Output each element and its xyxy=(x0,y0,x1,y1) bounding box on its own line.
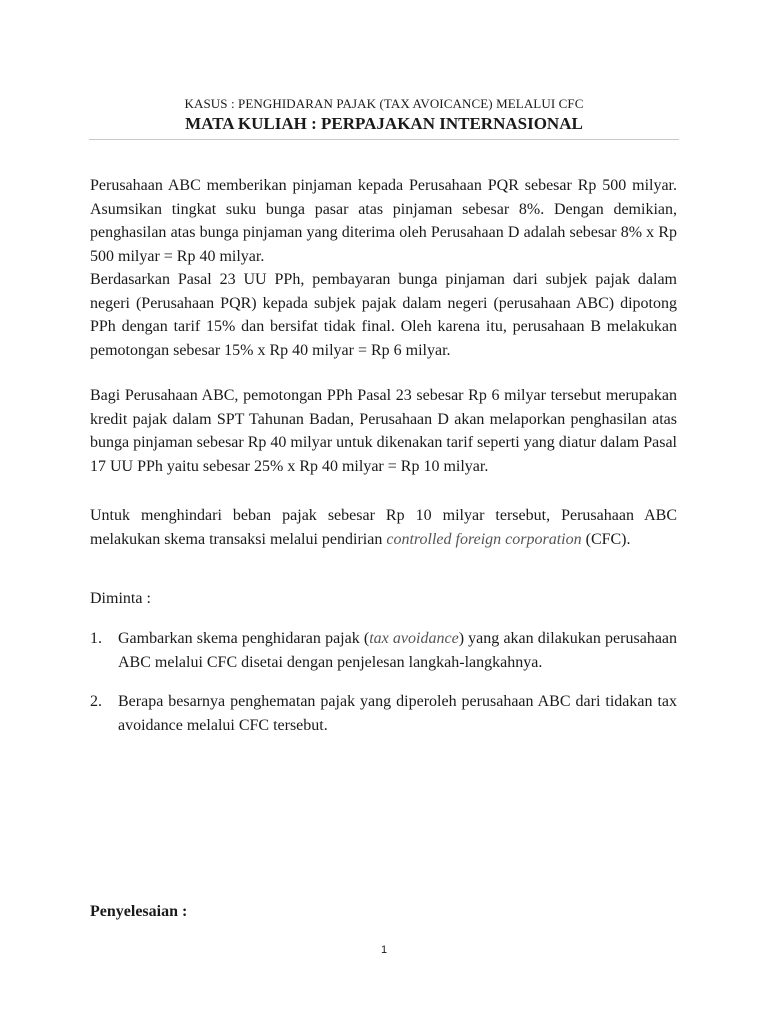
question-text xyxy=(118,627,677,674)
paragraph-cfc-scheme xyxy=(90,504,677,551)
paragraph-tax-credit: Bagi Perusahaan ABC, pemotongan PPh Pasal 23 sebesar Rp 6 milyar tersebut merupakan kredit pajak dalam SPT Tahunan Badan, Perusahaan D akan melaporkan penghasilan atas bunga pinjaman sebesar Rp 40 milyar untuk dikenakan tarif seperti yang diatur dalam Pasal 17 UU PPh yaitu sebesar 25% x Rp 40 milyar = Rp 10 milyar. xyxy=(90,387,677,475)
paragraph-loan: Perusahaan ABC memberikan pinjaman kepada Perusahaan PQR sebesar Rp 500 milyar. Asumsikan tingkat suku bunga pasar atas pinjaman sebesar 8%. Dengan demikian, penghasilan atas bunga pinjaman yang diterima oleh Perusahaan D adalah sebesar 8% x Rp 500 milyar = Rp 40 milyar. xyxy=(90,177,677,265)
paragraph-cfc-lead: Untuk menghindari beban pajak sebesar Rp 10 milyar tersebut, Perusahaan ABC melakukan skema transaksi melalui pendirian xyxy=(90,507,677,548)
solution-label: Penyelesaian : xyxy=(90,903,188,920)
paragraph-pasal-23: Berdasarkan Pasal 23 UU PPh, pembayaran bunga pinjaman dari subjek pajak dalam negeri (Perusahaan PQR) kepada subjek pajak dalam negeri (perusahaan ABC) dipotong PPh dengan tarif 15% dan bersifat tidak final. Oleh karena itu, perusahaan B melakukan pemotongan sebesar 15% x Rp 40 milyar = Rp 6 milyar. xyxy=(90,271,677,359)
paragraph-cfc-italic: controlled foreign corporation xyxy=(386,530,582,548)
paragraph-cfc-tail: (CFC). xyxy=(581,530,631,548)
header-divider xyxy=(89,139,679,140)
course-title: MATA KULIAH : PERPAJAKAN INTERNASIONAL xyxy=(185,114,583,133)
question-1-lead: Gambarkan skema penghidaran pajak ( xyxy=(118,630,370,647)
question-1-tail: ) yang akan dilakukan perusahaan ABC melalui CFC disetai dengan penjelesan langkah-langkahnya. xyxy=(118,630,678,671)
question-1-italic: tax avoidance xyxy=(369,630,459,647)
question-item-2 xyxy=(90,690,677,737)
page-number: 1 xyxy=(380,944,388,956)
question-item-1 xyxy=(90,627,677,674)
case-title: KASUS : PENGHIDARAN PAJAK (TAX AVOICANCE) MELALUI CFC xyxy=(184,96,584,111)
diminta-label: Diminta : xyxy=(90,590,151,607)
question-text: Berapa besarnya penghematan pajak yang diperoleh perusahaan ABC dari tidakan tax avoidance melalui CFC tersebut. xyxy=(118,693,677,734)
question-number: 1. xyxy=(90,630,102,647)
document-header xyxy=(0,96,768,135)
question-number: 2. xyxy=(90,693,102,710)
